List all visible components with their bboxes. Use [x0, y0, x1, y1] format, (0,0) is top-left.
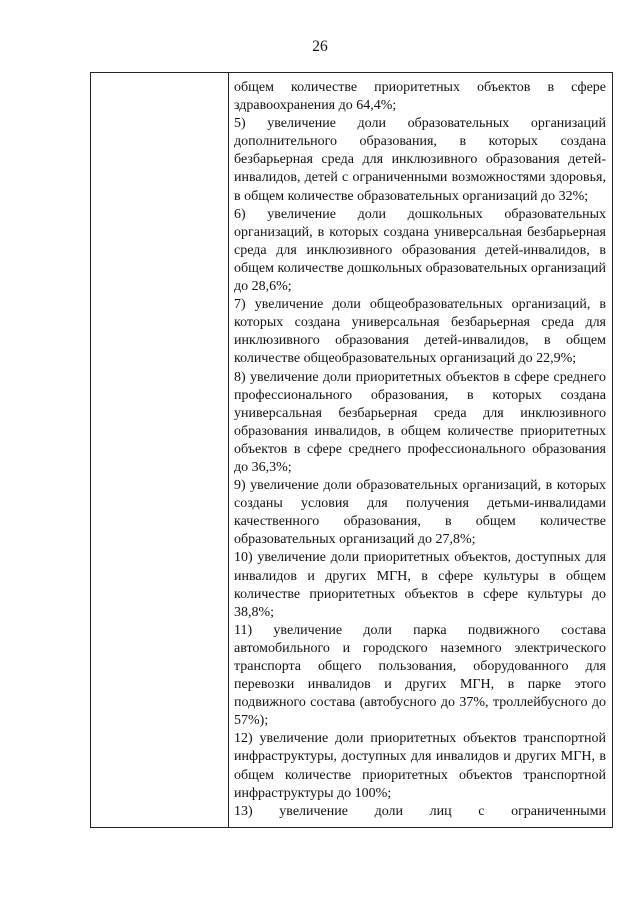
paragraph-item-13: 13) увеличение доли лиц с ограниченными — [234, 803, 606, 819]
paragraph-item-7: 7) увеличение доли общеобразовательных организаций, в которых создана универсальная безбарьерная среда для инклюзивного образования детей-инвалидов, в общем количестве общеобразовательных организаций до 22,9%; — [234, 297, 606, 367]
paragraph-item-12: 12) увеличение доли приоритетных объектов транспортной инфраструктуры, доступных для инвалидов и других МГН, в общем количестве приоритетных объектов транспортной инфраструктуры до 100%; — [234, 731, 606, 801]
paragraph-item-9: 9) увеличение доли образовательных организаций, в которых созданы условия для получения детьми-инвалидами качественного образования, в общем количестве образовательных организаций до 27,8%; — [234, 478, 606, 548]
table-left-cell — [91, 73, 229, 827]
paragraph-item-6: 6) увеличение доли дошкольных образовательных организаций, в которых создана универсальная безбарьерная среда для инклюзивного образования детей-инвалидов, в общем количестве дошкольных образовательных организаций до 28,6%; — [234, 206, 606, 295]
page-number: 26 — [312, 38, 328, 55]
paragraph-item-8: 8) увеличение доли приоритетных объектов в сфере среднего профессионального образования, в которых создана универсальная безбарьерная среда для инклюзивного образования инвалидов, в общем количестве приоритетных объектов в сфере среднего профессионального образования до 36,3%; — [234, 369, 606, 475]
paragraph-item-10: 10) увеличение доли приоритетных объектов, доступных для инвалидов и других МГН, в сфере культуры в общем количестве приоритетных объектов в сфере культуры до 38,8%; — [234, 550, 606, 620]
document-table — [90, 72, 613, 828]
table-right-cell — [229, 73, 612, 827]
paragraph-item-11: 11) увеличение доли парка подвижного состава автомобильного и городского наземного электрического транспорта общего пользования, оборудованного для перевозки инвалидов и других МГН, в парке этого подвижного состава (автобусного до 37%, троллейбусного до 57%); — [234, 622, 606, 729]
paragraph-health-objects: общем количестве приоритетных объектов в сфере здравоохранения до 64,4%; — [234, 80, 606, 114]
paragraph-item-5: 5) увеличение доли образовательных организаций дополнительного образования, в которых создана безбарьерная среда для инклюзивного образования детей-инвалидов, детей с ограниченными возможностями здоровья, в общем количестве образовательных организаций до 32%; — [234, 116, 606, 204]
